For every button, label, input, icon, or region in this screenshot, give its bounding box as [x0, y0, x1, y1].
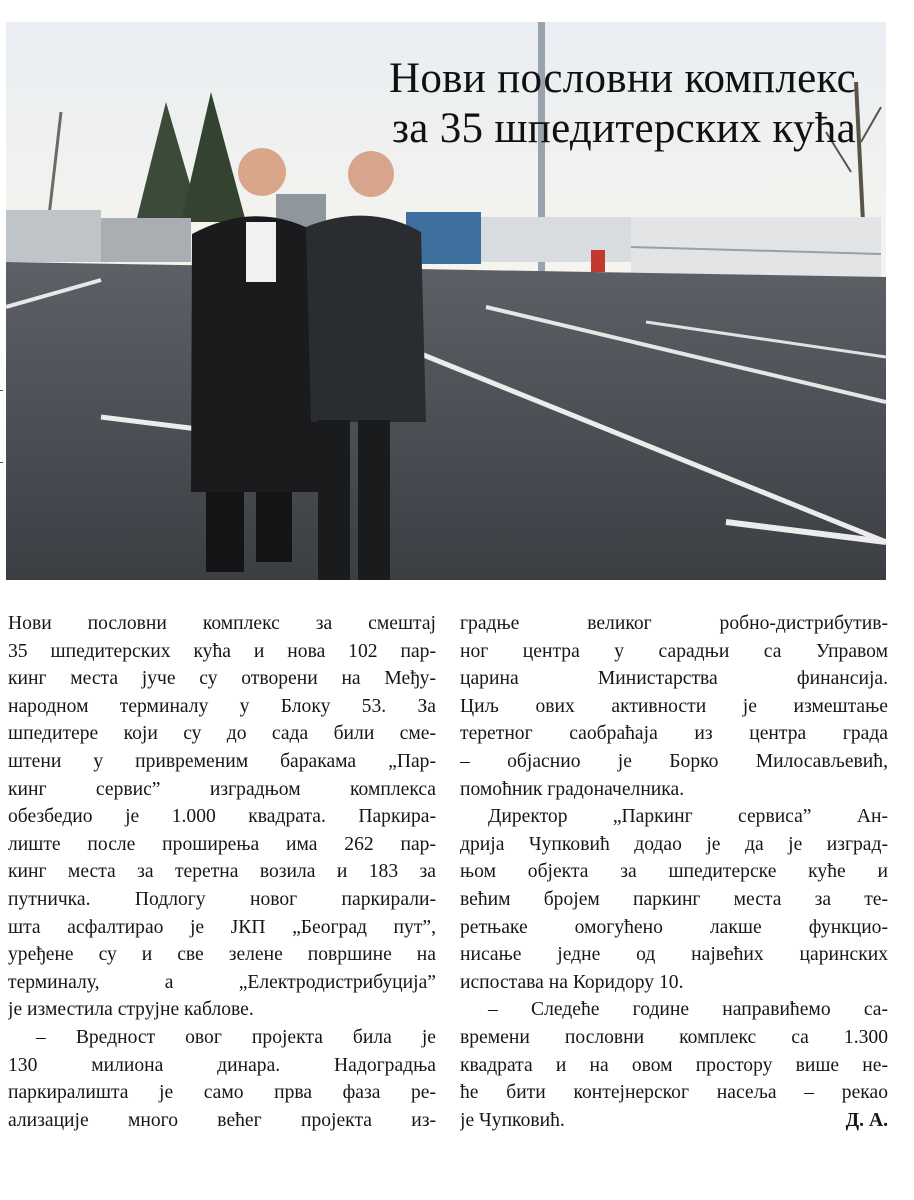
text-line: испостава на Коридору 10.	[460, 971, 684, 993]
text-line: кинг места јуче су отворени на Међу-	[8, 668, 436, 690]
text-line: терминалу, а „Електродистрибуција”	[8, 971, 436, 993]
text-line: нисање једне од највећих царинских	[460, 944, 888, 966]
text-line: теретног саобраћаја из центра града	[460, 723, 888, 745]
text-line: дрија Чупковић додао је да је изград-	[460, 833, 888, 855]
text-line: градње великог робно-дистрибутив-	[460, 613, 888, 634]
text-line: кинг места за теретна возила и 183 за	[8, 861, 436, 883]
text-line: штени у привременим баракама „Пар-	[8, 750, 436, 772]
text-line: – Вредност овог пројекта била је	[36, 1026, 436, 1048]
text-line: је Чупковић.	[460, 1109, 565, 1131]
text-line: 130 милиона динара. Надоградња	[8, 1054, 436, 1076]
text-line: – објаснио је Борко Милосављевић,	[460, 750, 888, 772]
author-signature: Д. А.	[845, 1109, 888, 1131]
text-line: времени пословни комплекс са 1.300	[460, 1026, 888, 1048]
margin-mark	[0, 390, 3, 391]
text-line: ће бити контејнерског насеља – рекао	[460, 1082, 888, 1104]
article-column-left	[8, 610, 436, 1134]
text-line: 35 шпедитерских кућа и нова 102 пар-	[8, 640, 436, 662]
text-line: паркиралишта је само прва фаза ре-	[8, 1082, 436, 1104]
headline-line-1: Нови пословни комплекс	[389, 55, 856, 102]
text-line: – Следеће године направићемо са-	[488, 999, 888, 1021]
text-line: шта асфалтирао је ЈКП „Београд пут”,	[8, 916, 436, 938]
article-photo	[6, 22, 886, 580]
text-line: лиште после проширења има 262 пар-	[8, 833, 436, 855]
margin-mark	[0, 462, 3, 463]
text-line: квадрата и на овом простору више не-	[460, 1054, 888, 1076]
headline-line-2: за 35 шпедитерских кућа	[392, 105, 856, 152]
text-line: шпедитере који су до сада били сме-	[8, 723, 436, 745]
text-line: Директор „Паркинг сервиса” Ан-	[488, 806, 888, 828]
text-line: њом објекта за шпедитерске куће и	[460, 861, 888, 883]
text-line: путничка. Подлогу новог паркирали-	[8, 888, 436, 910]
article-column-right	[460, 610, 888, 1134]
text-line: ализације много већег пројекта из-	[8, 1109, 436, 1131]
text-line: је изместила струјне каблове.	[8, 999, 254, 1021]
text-line: кинг сервис” изградњом комплекса	[8, 778, 436, 800]
headline	[389, 54, 856, 154]
text-line: Нови пословни комплекс за смештај	[8, 613, 436, 634]
text-line: ног центра у сарадњи са Управом	[460, 640, 888, 662]
text-line: већим бројем паркинг места за те-	[460, 888, 888, 910]
text-line: помоћник градоначелника.	[460, 778, 685, 800]
text-line: Циљ ових активности је измештање	[460, 695, 888, 717]
text-line: обезбедио је 1.000 квадрата. Паркира-	[8, 806, 436, 828]
text-line: народном терминалу у Блоку 53. За	[8, 695, 436, 717]
text-line: уређене су и све зелене површине на	[8, 944, 436, 966]
text-line: ретњаке омогућено лакше функцио-	[460, 916, 888, 938]
closing-line	[460, 1107, 888, 1135]
text-line: царина Министарства финансија.	[460, 668, 888, 690]
